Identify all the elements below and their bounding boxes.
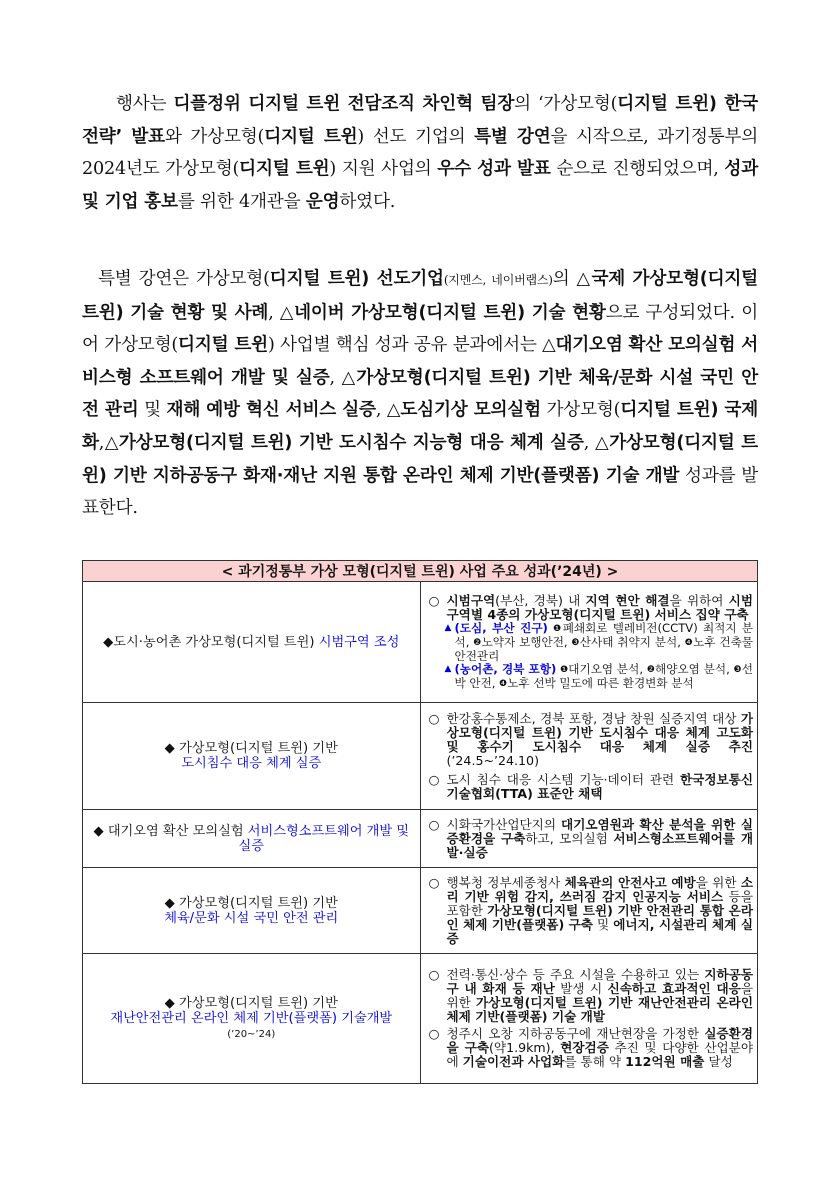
circle-bullet-icon: ○	[428, 1026, 440, 1041]
table-header: < 과기정통부 가상 모형(디지털 트윈) 사업 주요 성과(’24년) >	[83, 561, 758, 582]
sub-item: ▲ (도심, 부산 진구) ❶폐쇄회로 텔레비전(CCTV) 최적지 분석, ❷노약자 보행안전, ❸산사태 취약지 분석, ❹노후 건축물 안전관리	[444, 620, 753, 663]
diamond-bullet-icon: ◆	[103, 634, 114, 650]
row-title: ◆ 가상모형(디지털 트윈) 기반 재난안전관리 온라인 체제 기반(플랫폼) 기술개발(’20~’24)	[83, 954, 421, 1084]
table-row	[83, 954, 758, 1084]
row-content	[420, 954, 758, 1084]
diamond-bullet-icon: ◆	[164, 895, 175, 911]
circle-bullet-icon: ○	[428, 592, 440, 608]
circle-bullet-icon: ○	[428, 874, 440, 890]
list-item: ○ 전력·통신·상수 등 주요 시설을 수용하고 있는 지하공동구 내 화재 등 재난 발생 시 신속하고 효과적인 대응을 위한 가상모형(디지털 트윈) 기반 재난안전관리 온라인 체제 기반(플랫폼) 기술 개발	[428, 967, 753, 1024]
circle-bullet-icon: ○	[428, 967, 440, 982]
diamond-bullet-icon: ◆	[93, 823, 104, 839]
circle-bullet-icon: ○	[428, 816, 440, 832]
list-item: ○ 시화국가산업단지의 대기오염원과 확산 분석을 위한 실증환경을 구축하고, 모의실험 서비스형소프트웨어를 개발·실증	[428, 816, 753, 860]
triangle-bullet-icon: ▲	[444, 663, 452, 674]
list-item: ○ 한강홍수통제소, 경북 포항, 경남 창원 실증지역 대상 가상모형(디지털 트윈) 기반 도시침수 대응 체계 고도화 및 홍수기 도시침수 대응 체계 실증 추진 (’24.5~’24.10)	[428, 710, 753, 768]
achievements-table	[82, 560, 758, 1084]
diamond-bullet-icon: ◆	[164, 995, 175, 1011]
paragraph-special-lectures: 특별 강연은 가상모형(디지털 트윈) 선도기업(지멘스, 네이버랩스)의 △국제 가상모형(디지털 트윈) 기술 현황 및 사례, △네이버 가상모형(디지털 트윈) 기술 현황으로 구성되었다. 이어 가상모형(디지털 트윈) 사업별 핵심 성과 공유 분과에서는 △대기오염 확산 모의실험 서비스형 소프트웨어 개발 및 실증, △가상모형(디지털 트윈) 기반 체육/문화 시설 국민 안전 관리 및 재해 예방 혁신 서비스 실증, △도심기상 모의실험 가상모형(디지털 트윈) 국제화,△가상모형(디지털 트윈) 기반 도시침수 지능형 대응 체계 실증, △가상모형(디지털 트윈) 기반 지하공동구 화재·재난 지원 통합 온라인 체제 기반(플랫폼) 기술 개발 성과를 발표한다.	[82, 269, 759, 519]
row-title: ◆ 대기오염 확산 모의실험 서비스형소프트웨어 개발 및 실증	[83, 810, 421, 868]
table-row	[83, 868, 758, 954]
list-item: ○ 시범구역(부산, 경북) 내 지역 현안 해결을 위하여 시범구역별 4종의 가상모형(디지털 트윈) 서비스 집약 구축	[428, 592, 753, 622]
diamond-bullet-icon: ◆	[164, 741, 175, 756]
row-content	[420, 582, 758, 703]
circle-bullet-icon: ○	[428, 771, 440, 787]
sub-item: ▲ (농어촌, 경북 포항) ❶대기오염 분석, ❷해양오염 분석, ❸선박 안전, ❹노후 선박 밀도에 따른 환경변화 분석	[444, 661, 753, 690]
row-content	[420, 703, 758, 810]
table-row	[83, 582, 758, 703]
triangle-bullet-icon: ▲	[444, 622, 452, 633]
row-title: ◆ 가상모형(디지털 트윈) 기반 체육/문화 시설 국민 안전 관리	[83, 868, 421, 954]
paragraph-event-overview: 행사는 디플정위 디지털 트윈 전담조직 차인혁 팀장의 ‘가상모형(디지털 트윈) 한국 전략’ 발표와 가상모형(디지털 트윈) 선도 기업의 특별 강연을 시작으로, 과기정통부의 2024년도 가상모형(디지털 트윈) 지원 사업의 우수 성과 발표 순으로 진행되었으며, 성과 및 기업 홍보를 위한 4개관을 운영하였다.	[82, 94, 759, 212]
table-row	[83, 703, 758, 810]
list-item: ○ 행복청 정부세종청사 체육관의 안전사고 예방을 위한 소리 기반 위험 감지, 쓰러짐 감지 인공지능 서비스 등을 포함한 가상모형(디지털 트윈) 기반 안전관리 통합 온라인 체제 기반(플랫폼) 구축 및 에너지, 시설관리 체계 실증	[428, 874, 753, 946]
table-row	[83, 810, 758, 868]
circle-bullet-icon: ○	[428, 710, 440, 726]
row-content	[420, 868, 758, 954]
row-title: ◆도시·농어촌 가상모형(디지털 트윈) 시범구역 조성	[83, 582, 421, 703]
list-item: ○ 청주시 오창 지하공동구에 재난현장을 가정한 실증환경을 구축(약1.9km), 현장검증 추진 및 다양한 산업분야에 기술이전과 사업화를 통해 약 112억원 매출 달성	[428, 1026, 753, 1069]
list-item: ○ 도시 침수 대응 시스템 기능·데이터 관련 한국정보통신기술협회(TTA) 표준안 채택	[428, 771, 753, 801]
row-title: ◆ 가상모형(디지털 트윈) 기반 도시침수 대응 체계 실증	[83, 703, 421, 810]
row-content	[420, 810, 758, 868]
